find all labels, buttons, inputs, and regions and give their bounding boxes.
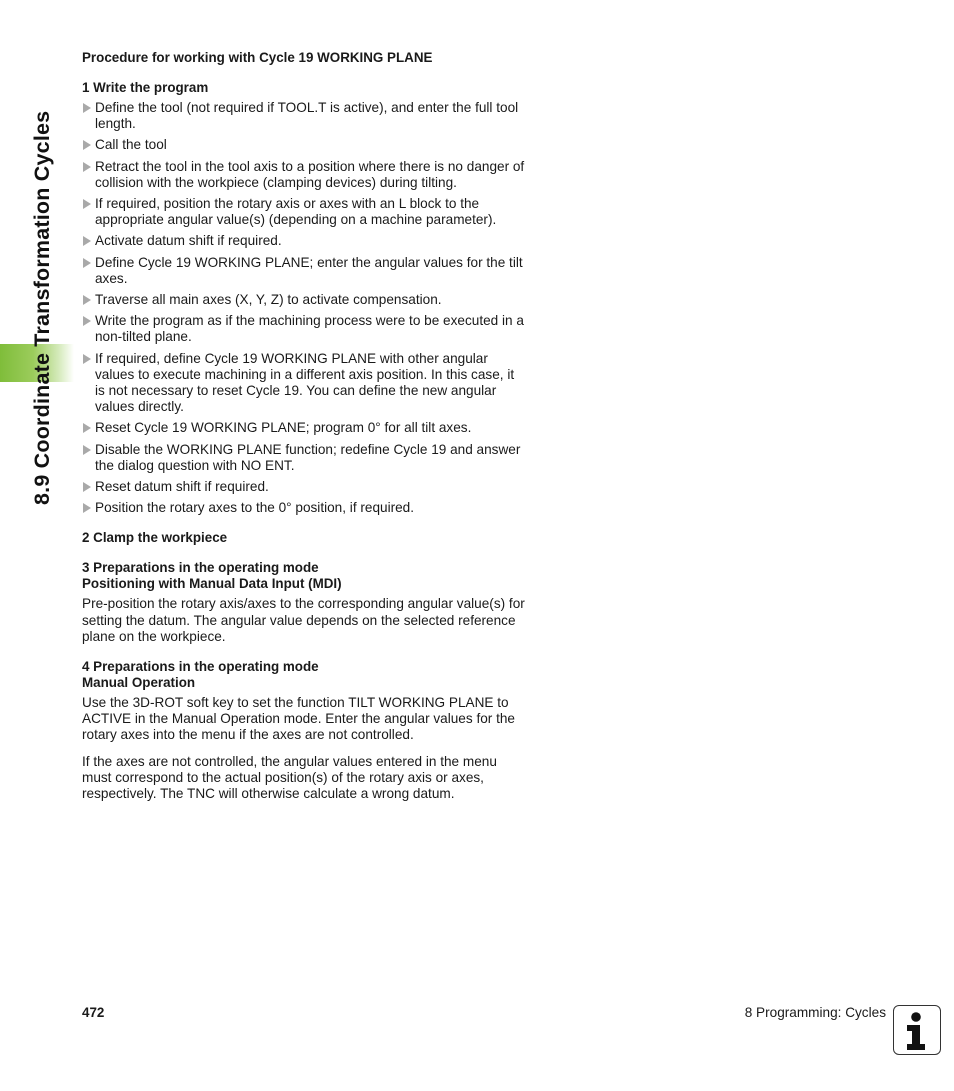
arrow-right-icon bbox=[83, 354, 91, 364]
arrow-right-icon bbox=[83, 258, 91, 268]
list-item: Define the tool (not required if TOOL.T is active), and enter the full tool length. bbox=[82, 100, 526, 132]
section-4-note: If the axes are not controlled, the angular values entered in the menu must correspond to the actual position(s) of the rotary axis or axes, respectively. The TNC will otherwise calculate a wrong datum. bbox=[82, 753, 497, 802]
arrow-right-icon bbox=[83, 316, 91, 326]
section-1-title: 1 Write the program bbox=[82, 80, 209, 95]
arrow-right-icon bbox=[83, 140, 91, 150]
list-item: Traverse all main axes (X, Y, Z) to activate compensation. bbox=[82, 292, 526, 308]
list-item: Retract the tool in the tool axis to a position where there is no danger of collision with the workpiece (clamping devices) during tilting. bbox=[82, 159, 526, 191]
page-number: 472 bbox=[82, 1005, 105, 1020]
main-content bbox=[82, 50, 526, 802]
arrow-right-icon bbox=[83, 103, 91, 113]
arrow-right-icon bbox=[83, 482, 91, 492]
arrow-right-icon bbox=[83, 236, 91, 246]
section-2-title: 2 Clamp the workpiece bbox=[82, 530, 228, 546]
info-glyph bbox=[894, 1006, 939, 1053]
list-item: If required, define Cycle 19 WORKING PLANE with other angular values to execute machining in a different axis position. In this case, it is not necessary to reset Cycle 19. You can define the new angular values directly. bbox=[82, 351, 526, 416]
info-icon bbox=[893, 1005, 941, 1055]
arrow-right-icon bbox=[83, 445, 91, 455]
section-3-subtitle: Positioning with Manual Data Input (MDI) bbox=[82, 576, 342, 592]
list-item: Write the program as if the machining process were to be executed in a non-tilted plane. bbox=[82, 313, 526, 345]
section-3-text: Pre-position the rotary axis/axes to the corresponding angular value(s) for setting the datum. The angular value depends on the selected reference plane on the workpiece. bbox=[82, 596, 525, 644]
list-item: If required, position the rotary axis or axes with an L block to the appropriate angular value(s) (depending on a machine parameter). bbox=[82, 196, 526, 228]
list-item: Activate datum shift if required. bbox=[82, 233, 526, 249]
list-item: Define Cycle 19 WORKING PLANE; enter the angular values for the tilt axes. bbox=[82, 255, 526, 287]
section-3-title: 3 Preparations in the operating mode bbox=[82, 560, 319, 576]
list-item: Disable the WORKING PLANE function; redefine Cycle 19 and answer the dialog question with NO ENT. bbox=[82, 442, 526, 474]
arrow-right-icon bbox=[83, 199, 91, 209]
procedure-heading: Procedure for working with Cycle 19 WORKING PLANE bbox=[82, 50, 433, 65]
section-4-text: Use the 3D-ROT soft key to set the function TILT WORKING PLANE to ACTIVE in the Manual Operation mode. Enter the angular values for the rotary axes into the menu if the axes are not controlled. bbox=[82, 695, 515, 743]
section-4-subtitle: Manual Operation bbox=[82, 675, 196, 691]
arrow-right-icon bbox=[83, 295, 91, 305]
section-4-title: 4 Preparations in the operating mode bbox=[82, 659, 319, 675]
list-item: Call the tool bbox=[82, 137, 526, 153]
step-list bbox=[82, 100, 526, 516]
arrow-right-icon bbox=[83, 423, 91, 433]
arrow-right-icon bbox=[83, 162, 91, 172]
list-item: Reset Cycle 19 WORKING PLANE; program 0° for all tilt axes. bbox=[82, 420, 526, 436]
chapter-title: 8.9 Coordinate Transformation Cycles bbox=[30, 110, 54, 505]
list-item: Reset datum shift if required. bbox=[82, 479, 526, 495]
list-item: Position the rotary axes to the 0° position, if required. bbox=[82, 500, 526, 516]
footer-chapter: 8 Programming: Cycles bbox=[744, 1005, 886, 1020]
arrow-right-icon bbox=[83, 503, 91, 513]
